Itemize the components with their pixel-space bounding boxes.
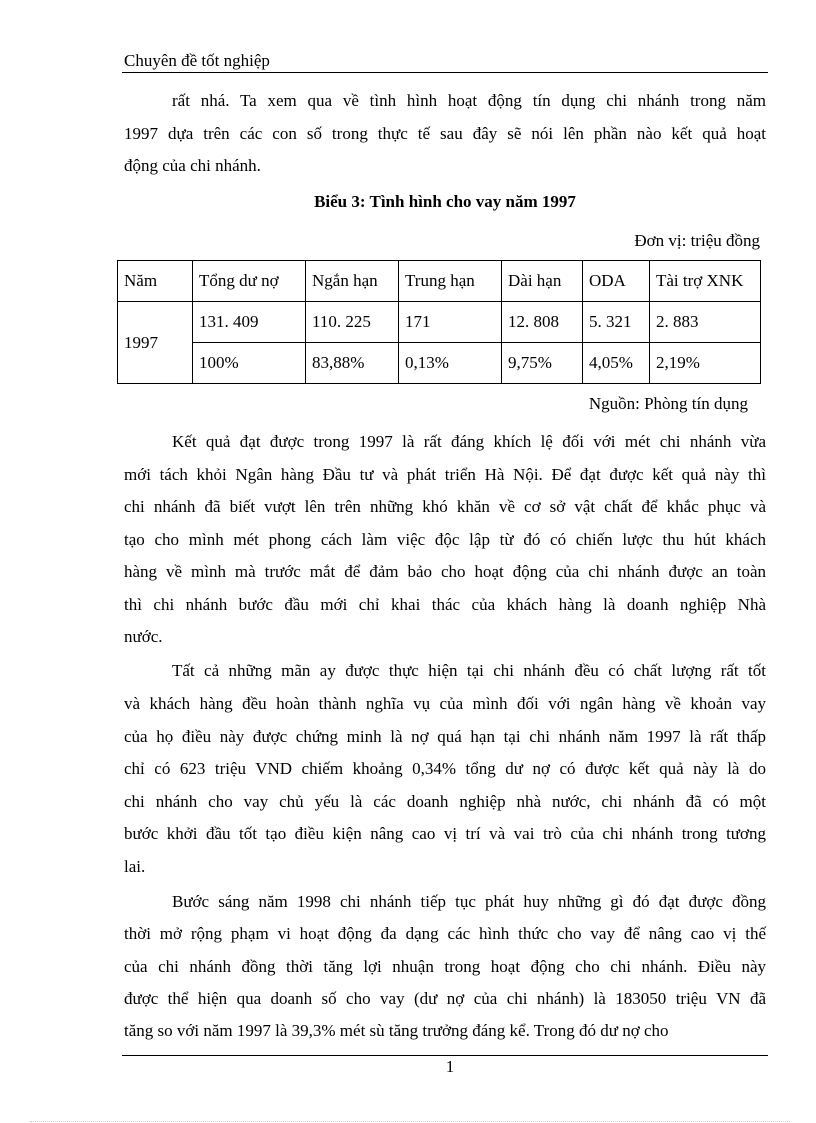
paragraph2-line-7: lai.	[124, 857, 146, 876]
paragraph3-line-4: được thể hiện qua doanh số cho vay (dư nợ của chi nhánh) là 183050 triệu VN đã	[124, 989, 766, 1008]
header-cell-short-term: Ngắn hạn	[306, 261, 399, 302]
footer-divider	[122, 1055, 768, 1056]
paragraph2-line-3: của họ điều này được chứng minh là nợ quá hạn tại chi nhánh năm 1997 là rất thấp	[124, 727, 766, 746]
paragraph1-line-5: hàng về mình mà trước mắt để đảm bảo cho hoạt động của chi nhánh được an toàn	[124, 562, 766, 581]
cell-percent-oda: 4,05%	[583, 343, 650, 384]
cell-amount-medium-term: 171	[399, 302, 502, 343]
cell-percent-trade-finance: 2,19%	[650, 343, 761, 384]
cell-percent-medium-term: 0,13%	[399, 343, 502, 384]
cell-percent-long-term: 9,75%	[502, 343, 583, 384]
table-source-note: Nguồn: Phòng tín dụng	[588, 394, 748, 413]
loan-table	[117, 260, 761, 384]
paragraph1-line-6: thì chi nhánh bước đầu mới chỉ khai thác của khách hàng là doanh nghiệp Nhà	[124, 595, 766, 614]
cell-amount-trade-finance: 2. 883	[650, 302, 761, 343]
paragraph2-line-6: bước khởi đầu tốt tạo điều kiện nâng cao vị trí và vai trò của chi nhánh trong tương	[124, 824, 766, 843]
paragraph1-line-3: chi nhánh đã biết vượt lên trên những khó khăn về cơ sở vật chất để khắc phục và	[124, 497, 766, 516]
paragraph2-line-1: Tất cả những mãn ay được thực hiện tại chi nhánh đều có chất lượng rất tốt	[172, 661, 766, 680]
page-header-title: Chuyên đề tốt nghiệp	[124, 51, 270, 70]
paragraph3-line-3: của chi nhánh đồng thời tăng lợi nhuận trong hoạt động cho chi nhánh. Điều này	[124, 957, 766, 976]
header-divider	[122, 72, 768, 73]
bottom-dotted-border	[30, 1121, 790, 1122]
paragraph1-line-2: mới tách khỏi Ngân hàng Đầu tư và phát triển Hà Nội. Để đạt được kết quả này thì	[124, 465, 766, 484]
table-header-row	[118, 261, 761, 302]
cell-amount-short-term: 110. 225	[306, 302, 399, 343]
intro-line-2: 1997 dựa trên các con số trong thực tế sau đây sẽ nói lên phần nào kết quả hoạt	[124, 124, 766, 143]
cell-percent-total: 100%	[193, 343, 306, 384]
table-row-amounts	[118, 302, 761, 343]
table-unit-note: Đơn vị: triệu đồng	[634, 231, 760, 250]
paragraph3-line-2: thời mở rộng phạm vi hoạt động đa dạng các hình thức cho vay để nâng cao vị thế	[124, 924, 766, 943]
paragraph3-line-5: tăng so với năm 1997 là 39,3% mét sù tăng trưởng đáng kể. Trong đó dư nợ cho	[124, 1021, 669, 1040]
header-cell-long-term: Dài hạn	[502, 261, 583, 302]
cell-percent-short-term: 83,88%	[306, 343, 399, 384]
cell-year: 1997	[118, 302, 193, 384]
header-cell-trade-finance: Tài trợ XNK	[650, 261, 761, 302]
paragraph3-line-1: Bước sáng năm 1998 chi nhánh tiếp tục phát huy những gì đó đạt được đồng	[172, 892, 766, 911]
intro-line-1: rất nhá. Ta xem qua về tình hình hoạt động tín dụng chi nhánh trong năm	[172, 91, 766, 110]
cell-amount-oda: 5. 321	[583, 302, 650, 343]
paragraph2-line-4: chỉ có 623 triệu VND chiếm khoảng 0,34% tổng dư nợ có được kết quả này là do	[124, 759, 766, 778]
table-caption: Biểu 3: Tình hình cho vay năm 1997	[314, 192, 576, 211]
cell-amount-long-term: 12. 808	[502, 302, 583, 343]
header-cell-medium-term: Trung hạn	[399, 261, 502, 302]
header-cell-oda: ODA	[583, 261, 650, 302]
paragraph1-line-4: tạo cho mình mét phong cách làm việc độc lập từ đó có chiến lược thu hút khách	[124, 530, 766, 549]
paragraph1-line-7: nước.	[124, 627, 163, 646]
cell-amount-total: 131. 409	[193, 302, 306, 343]
header-cell-total: Tổng dư nợ	[193, 261, 306, 302]
paragraph2-line-5: chi nhánh cho vay chủ yếu là các doanh nghiệp nhà nước, chi nhánh đã có một	[124, 792, 766, 811]
page-number: 1	[445, 1057, 455, 1076]
paragraph2-line-2: và khách hàng đều hoàn thành nghĩa vụ của mình đối với ngân hàng về khoản vay	[124, 694, 766, 713]
intro-line-3: động của chi nhánh.	[124, 156, 261, 175]
table-row-percents	[118, 343, 761, 384]
header-cell-year: Năm	[118, 261, 193, 302]
paragraph1-line-1: Kết quả đạt được trong 1997 là rất đáng khích lệ đối với mét chi nhánh vừa	[172, 432, 766, 451]
